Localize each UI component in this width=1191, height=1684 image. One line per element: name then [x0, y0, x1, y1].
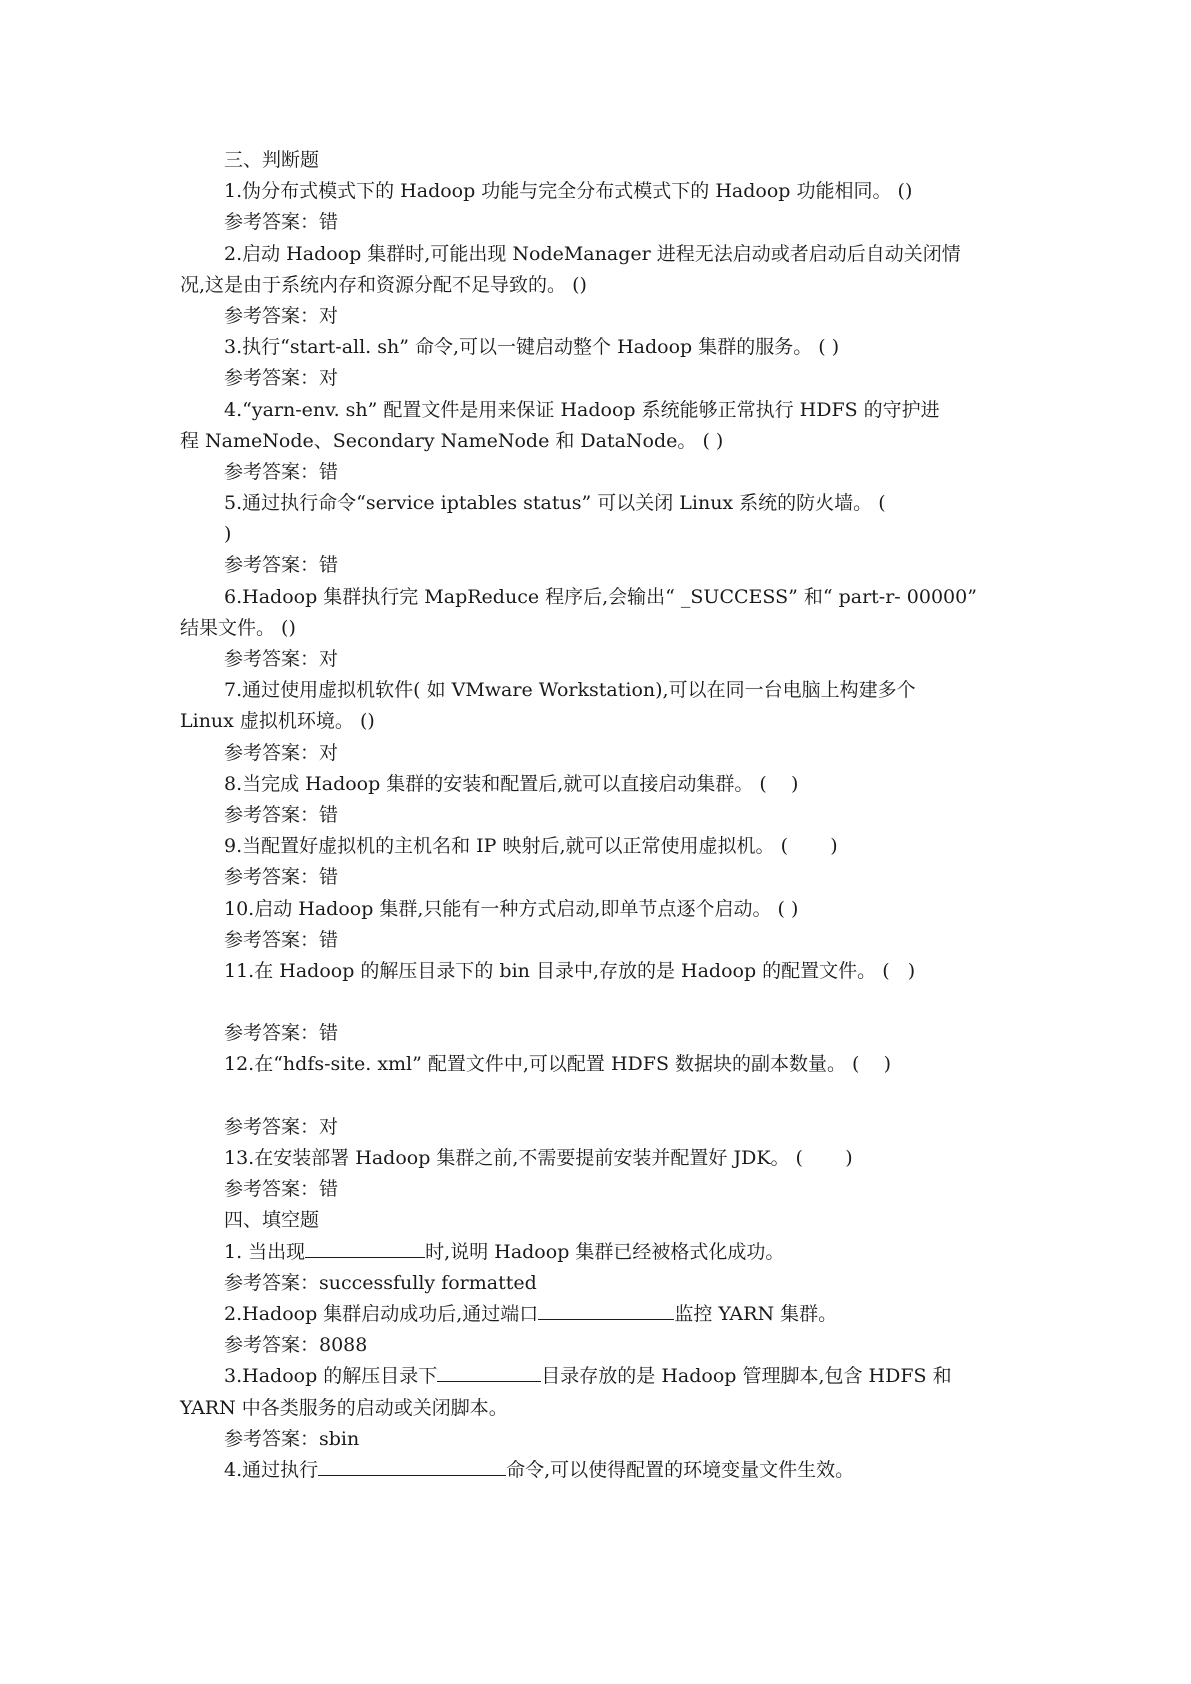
question-text-continued: ): [224, 523, 232, 546]
answer-text: 参考答案：8088: [224, 1334, 368, 1357]
answer-text: 参考答案：对: [224, 1115, 339, 1138]
question-text: 6.Hadoop 集群执行完 MapReduce 程序后,会输出“ _SUCCESS” 和“ part-r- 00000”: [224, 585, 977, 608]
fill-question-suffix: 目录存放的是 Hadoop 管理脚本,包含 HDFS 和: [541, 1365, 952, 1388]
question-text: 8.当完成 Hadoop 集群的安装和配置后,就可以直接启动集群。 ( ): [224, 772, 799, 795]
fill-question: [180, 1361, 1020, 1392]
answer-text: 参考答案：对: [224, 367, 339, 390]
answer-text: 参考答案：错: [224, 211, 339, 234]
question-text-continued: Linux 虚拟机环境。 (): [180, 710, 375, 733]
question-text-continued: 程 NameNode、Secondary NameNode 和 DataNode。 ( ): [180, 429, 724, 452]
fill-question-suffix: 时,说明 Hadoop 集群已经被格式化成功。: [425, 1240, 785, 1263]
question-text: 11.在 Hadoop 的解压目录下的 bin 目录中,存放的是 Hadoop 的配置文件。 ( ): [224, 959, 916, 982]
fill-blank: [437, 1361, 541, 1382]
question-text-continued: 结果文件。 (): [180, 616, 296, 639]
fill-blank: [318, 1455, 506, 1476]
fill-question: [180, 1299, 1020, 1330]
answer-text: 参考答案：对: [224, 648, 339, 670]
blank-line: [180, 987, 1020, 1018]
question-text: 9.当配置好虚拟机的主机名和 IP 映射后,就可以正常使用虚拟机。 ( ): [224, 835, 838, 858]
answer-text: 参考答案：successfully formatted: [224, 1271, 537, 1294]
answer-text: 参考答案：错: [224, 460, 339, 483]
fill-question-suffix: 监控 YARN 集群。: [674, 1302, 838, 1325]
fill-question-prefix: 1. 当出现: [224, 1240, 306, 1263]
answer-text: 参考答案：错: [224, 1178, 339, 1201]
question-text-continued: YARN 中各类服务的启动或关闭脚本。: [180, 1396, 508, 1419]
question-text: 7.通过使用虚拟机软件( 如 VMware Workstation),可以在同一台电脑上构建多个: [224, 679, 916, 702]
answer-text: 参考答案：错: [224, 928, 339, 951]
question-text: 12.在“hdfs-site. xml” 配置文件中,可以配置 HDFS 数据块的副本数量。 ( ): [224, 1053, 892, 1076]
answer-text: 参考答案：对: [224, 304, 339, 327]
question-text: 1.伪分布式模式下的 Hadoop 功能与完全分布式模式下的 Hadoop 功能相同。 (): [224, 180, 913, 203]
fill-question: [180, 1455, 1020, 1486]
question-text: 5.通过执行命令“service iptables status” 可以关闭 Linux 系统的防火墙。 (: [224, 492, 886, 515]
fill-blank: [538, 1299, 674, 1320]
answer-text: 参考答案：sbin: [224, 1427, 360, 1450]
fill-question-prefix: 2.Hadoop 集群启动成功后,通过端口: [224, 1302, 539, 1325]
document-body: [180, 145, 1020, 1486]
section-title: 三、判断题: [224, 149, 320, 171]
question-text: 4.“yarn-env. sh” 配置文件是用来保证 Hadoop 系统能够正常执行 HDFS 的守护进: [224, 398, 940, 421]
question-text-continued: 况,这是由于系统内存和资源分配不足导致的。 (): [180, 273, 587, 296]
answer-text: 参考答案：错: [224, 803, 339, 826]
fill-blank: [305, 1237, 425, 1258]
section-title: 四、填空题: [224, 1209, 320, 1232]
question-text: 2.启动 Hadoop 集群时,可能出现 NodeManager 进程无法启动或者启动后自动关闭情: [224, 242, 961, 265]
question-text: 3.执行“start-all. sh” 命令,可以一键启动整个 Hadoop 集群的服务。 ( ): [224, 336, 840, 359]
fill-question-prefix: 4.通过执行: [224, 1458, 319, 1481]
answer-text: 参考答案：错: [224, 554, 339, 577]
answer-text: 参考答案：错: [224, 1022, 339, 1045]
fill-question-suffix: 命令,可以使得配置的环境变量文件生效。: [506, 1458, 855, 1481]
answer-text: 参考答案：对: [224, 741, 339, 764]
blank-line: [180, 1081, 1020, 1112]
answer-text: 参考答案：错: [224, 866, 339, 889]
fill-question: [180, 1237, 1020, 1268]
fill-question-prefix: 3.Hadoop 的解压目录下: [224, 1365, 438, 1388]
question-text: 13.在安装部署 Hadoop 集群之前,不需要提前安装并配置好 JDK。 ( ): [224, 1147, 853, 1169]
question-text: 10.启动 Hadoop 集群,只能有一种方式启动,即单节点逐个启动。 ( ): [224, 897, 799, 920]
